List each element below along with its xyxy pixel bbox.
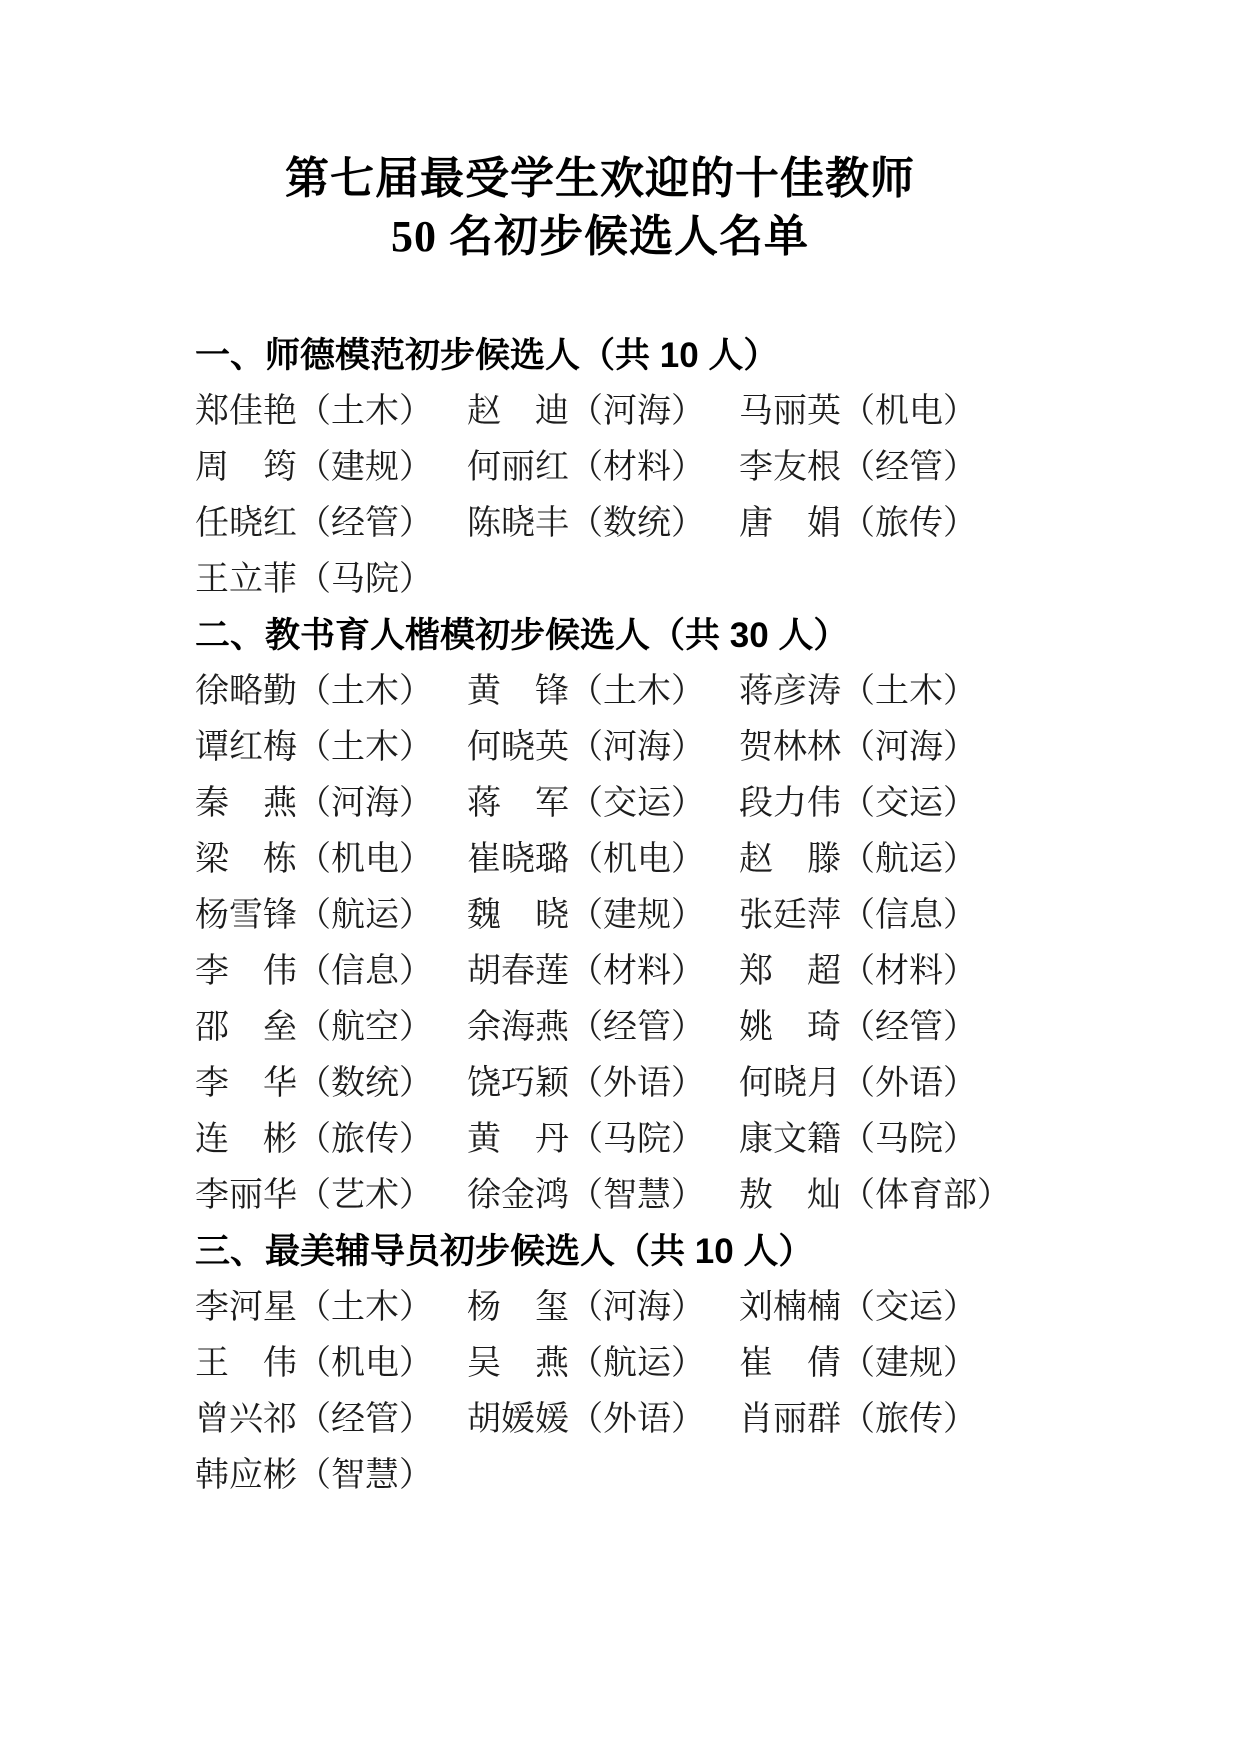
candidate-entry: 李河星（土木） bbox=[195, 1289, 433, 1326]
candidate-entry: 马丽英（机电） bbox=[739, 393, 977, 430]
candidate-entry: 谭红梅（土木） bbox=[195, 729, 433, 766]
candidate-entry: 魏 晓（建规） bbox=[467, 897, 705, 934]
candidate-row bbox=[195, 664, 1055, 720]
candidate-entry: 崔 倩（建规） bbox=[739, 1345, 977, 1382]
candidate-entry: 段力伟（交运） bbox=[739, 785, 977, 822]
candidate-entry: 何丽红（材料） bbox=[467, 449, 705, 486]
candidate-entry: 杨雪锋（航运） bbox=[195, 897, 433, 934]
candidate-row bbox=[195, 1168, 1055, 1224]
candidate-entry: 蒋彦涛（土木） bbox=[739, 673, 977, 710]
candidate-entry: 徐略勤（土木） bbox=[195, 673, 433, 710]
candidate-entry: 姚 琦（经管） bbox=[739, 1009, 977, 1046]
candidate-entry: 韩应彬（智慧） bbox=[195, 1457, 433, 1494]
candidate-entry: 周 筠（建规） bbox=[195, 449, 433, 486]
candidate-entry: 王立菲（马院） bbox=[195, 561, 433, 598]
title-line-2: 50 名初步候选人名单 bbox=[391, 212, 809, 261]
title-line-1: 第七届最受学生欢迎的十佳教师 bbox=[285, 154, 915, 203]
candidate-entry: 唐 娟（旅传） bbox=[739, 505, 977, 542]
candidate-row bbox=[195, 720, 1055, 776]
candidate-row bbox=[195, 496, 1055, 552]
candidate-entry: 徐金鸿（智慧） bbox=[467, 1177, 705, 1214]
candidate-entry: 连 彬（旅传） bbox=[195, 1121, 433, 1158]
candidate-entry: 梁 栋（机电） bbox=[195, 841, 433, 878]
candidate-entry: 余海燕（经管） bbox=[467, 1009, 705, 1046]
candidate-entry: 敖 灿（体育部） bbox=[739, 1177, 1011, 1214]
candidate-entry: 贺林林（河海） bbox=[739, 729, 977, 766]
candidate-entry: 杨 玺（河海） bbox=[467, 1289, 705, 1326]
candidate-row bbox=[195, 888, 1055, 944]
candidate-entry: 李 伟（信息） bbox=[195, 953, 433, 990]
sections-container bbox=[195, 328, 1055, 1504]
candidate-entry: 郑 超（材料） bbox=[739, 953, 977, 990]
candidate-entry: 王 伟（机电） bbox=[195, 1345, 433, 1382]
candidate-entry: 黄 锋（土木） bbox=[467, 673, 705, 710]
candidate-entry: 陈晓丰（数统） bbox=[467, 505, 705, 542]
candidate-entry: 秦 燕（河海） bbox=[195, 785, 433, 822]
candidate-entry: 吴 燕（航运） bbox=[467, 1345, 705, 1382]
candidate-row bbox=[195, 776, 1055, 832]
candidate-row bbox=[195, 1448, 1055, 1504]
candidate-row bbox=[195, 1000, 1055, 1056]
candidate-row bbox=[195, 1392, 1055, 1448]
candidate-entry: 李友根（经管） bbox=[739, 449, 977, 486]
candidate-entry: 何晓英（河海） bbox=[467, 729, 705, 766]
candidate-entry: 赵 迪（河海） bbox=[467, 393, 705, 430]
candidate-entry: 胡媛媛（外语） bbox=[467, 1401, 705, 1438]
document-title bbox=[195, 150, 1005, 266]
candidate-row bbox=[195, 1336, 1055, 1392]
candidate-entry: 李丽华（艺术） bbox=[195, 1177, 433, 1214]
candidate-entry: 饶巧颖（外语） bbox=[467, 1065, 705, 1102]
candidate-row bbox=[195, 1112, 1055, 1168]
candidate-entry: 康文籍（马院） bbox=[739, 1121, 977, 1158]
candidate-entry: 黄 丹（马院） bbox=[467, 1121, 705, 1158]
candidate-entry: 邵 垒（航空） bbox=[195, 1009, 433, 1046]
candidate-row bbox=[195, 552, 1055, 608]
candidate-entry: 曾兴祁（经管） bbox=[195, 1401, 433, 1438]
candidate-entry: 蒋 军（交运） bbox=[467, 785, 705, 822]
section-heading: 一、师德模范初步候选人（共 10 人） bbox=[195, 336, 779, 375]
candidate-entry: 郑佳艳（土木） bbox=[195, 393, 433, 430]
candidate-entry: 何晓月（外语） bbox=[739, 1065, 977, 1102]
candidate-row bbox=[195, 1280, 1055, 1336]
section-heading: 二、教书育人楷模初步候选人（共 30 人） bbox=[195, 616, 849, 655]
section-heading: 三、最美辅导员初步候选人（共 10 人） bbox=[195, 1232, 814, 1271]
candidate-row bbox=[195, 944, 1055, 1000]
candidate-entry: 李 华（数统） bbox=[195, 1065, 433, 1102]
candidate-entry: 肖丽群（旅传） bbox=[739, 1401, 977, 1438]
candidate-row bbox=[195, 384, 1055, 440]
candidate-entry: 刘楠楠（交运） bbox=[739, 1289, 977, 1326]
candidate-entry: 任晓红（经管） bbox=[195, 505, 433, 542]
candidate-entry: 胡春莲（材料） bbox=[467, 953, 705, 990]
candidate-row bbox=[195, 1056, 1055, 1112]
candidate-row bbox=[195, 440, 1055, 496]
candidate-entry: 赵 滕（航运） bbox=[739, 841, 977, 878]
candidate-entry: 张廷萍（信息） bbox=[739, 897, 977, 934]
candidate-entry: 崔晓璐（机电） bbox=[467, 841, 705, 878]
candidate-row bbox=[195, 832, 1055, 888]
